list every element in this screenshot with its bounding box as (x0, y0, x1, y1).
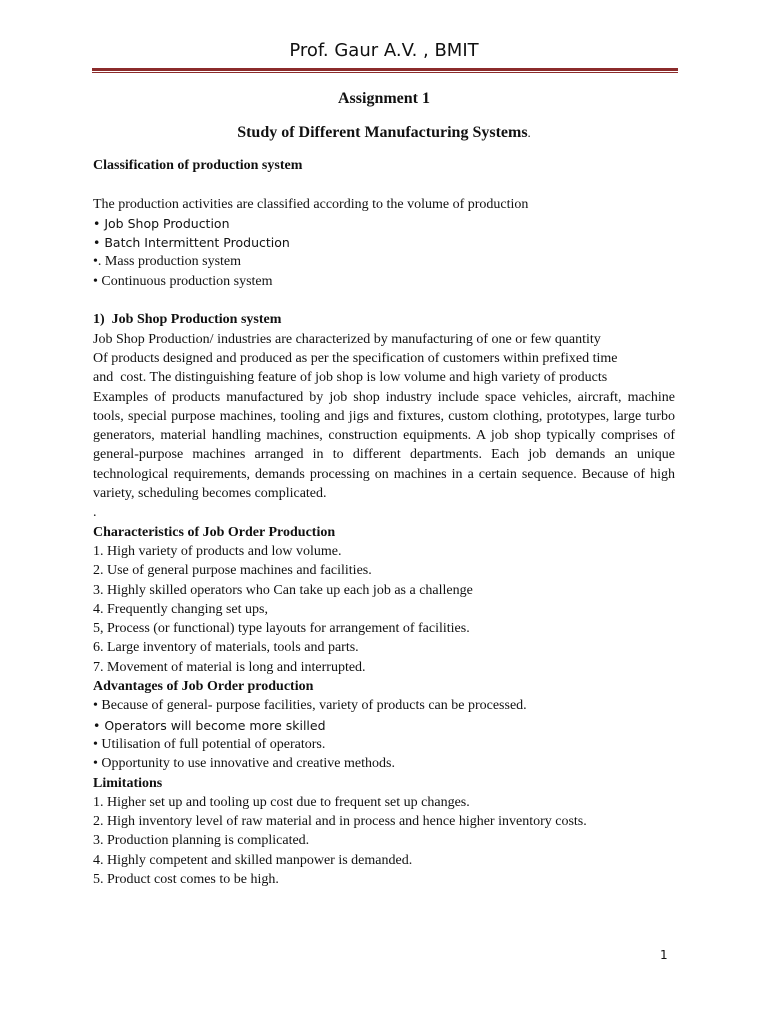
intro-text: The production activities are classified according to the volume of production (93, 196, 529, 212)
subtitle-suffix: . (527, 125, 531, 140)
characteristics-item: 1. High variety of products and low volume. (93, 543, 342, 559)
limitations-item: 5. Product cost comes to be high. (93, 871, 279, 887)
classification-item: •. Mass production system (93, 254, 242, 270)
classification-item: • Job Shop Production (93, 215, 230, 231)
job-shop-heading: 1) Job Shop Production system (93, 312, 282, 328)
document-body (93, 88, 675, 889)
classification-item: • Continuous production system (93, 273, 273, 289)
advantages-item: • Because of general- purpose facilities, variety of products can be processed. (93, 698, 527, 714)
advantages-item: • Utilisation of full potential of operators. (93, 736, 326, 752)
job-shop-line: Of products designed and produced as per the specification of customers within prefixed time (93, 350, 618, 366)
spacer (93, 175, 675, 194)
characteristics-item: 7. Movement of material is long and interrupted. (93, 659, 366, 675)
assignment-title: Assignment 1 (337, 90, 430, 107)
limitations-heading: Limitations (93, 775, 163, 791)
characteristics-item: 6. Large inventory of materials, tools and parts. (93, 640, 359, 656)
classification-item: • Batch Intermittent Production (93, 235, 290, 251)
characteristics-item: 4. Frequently changing set ups, (93, 601, 268, 617)
header-rule (92, 68, 678, 71)
characteristics-item: 3. Highly skilled operators who Can take up each job as a challenge (93, 582, 473, 598)
spacer (93, 291, 675, 310)
job-shop-line: Job Shop Production/ industries are characterized by manufacturing of one or few quantity (93, 331, 601, 347)
page-number: 1 (660, 948, 668, 962)
advantages-heading: Advantages of Job Order production (93, 679, 314, 695)
job-shop-paragraph: Examples of products manufactured by job shop industry include space vehicles, aircraft, machine tools, special purpose machines, tooling and jigs and fixtures, custom clothing, prototypes, large turbo generators, material handling machines, construction equipments. A job shop typically comprises of general-purpose machines arranged in to different departments. Each job demands an unique technological requirements, demands processing on machines in a certain sequence. Because of high variety, scheduling becomes complicated. (93, 389, 675, 502)
limitations-item: 2. High inventory level of raw material and in process and hence higher inventory costs. (93, 814, 587, 830)
limitations-item: 4. Highly competent and skilled manpower is demanded. (93, 852, 413, 868)
characteristics-item: 5, Process (or functional) type layouts for arrangement of facilities. (93, 621, 470, 637)
job-shop-line: and cost. The distinguishing feature of job shop is low volume and high variety of products (93, 370, 608, 386)
stray-dot: . (93, 505, 97, 521)
document-subtitle (93, 122, 675, 144)
classification-heading: Classification of production system (93, 158, 303, 173)
subtitle-text: Study of Different Manufacturing Systems (237, 124, 528, 141)
limitations-item: 3. Production planning is complicated. (93, 833, 310, 849)
advantages-item: • Opportunity to use innovative and creative methods. (93, 756, 395, 772)
advantages-item: • Operators will become more skilled (93, 717, 326, 733)
page-header: Prof. Gaur A.V. , BMIT (289, 40, 479, 61)
limitations-item: 1. Higher set up and tooling up cost due to frequent set up changes. (93, 794, 470, 810)
characteristics-item: 2. Use of general purpose machines and facilities. (93, 563, 372, 579)
header-rule-thin (92, 72, 678, 73)
characteristics-heading: Characteristics of Job Order Production (93, 524, 336, 540)
